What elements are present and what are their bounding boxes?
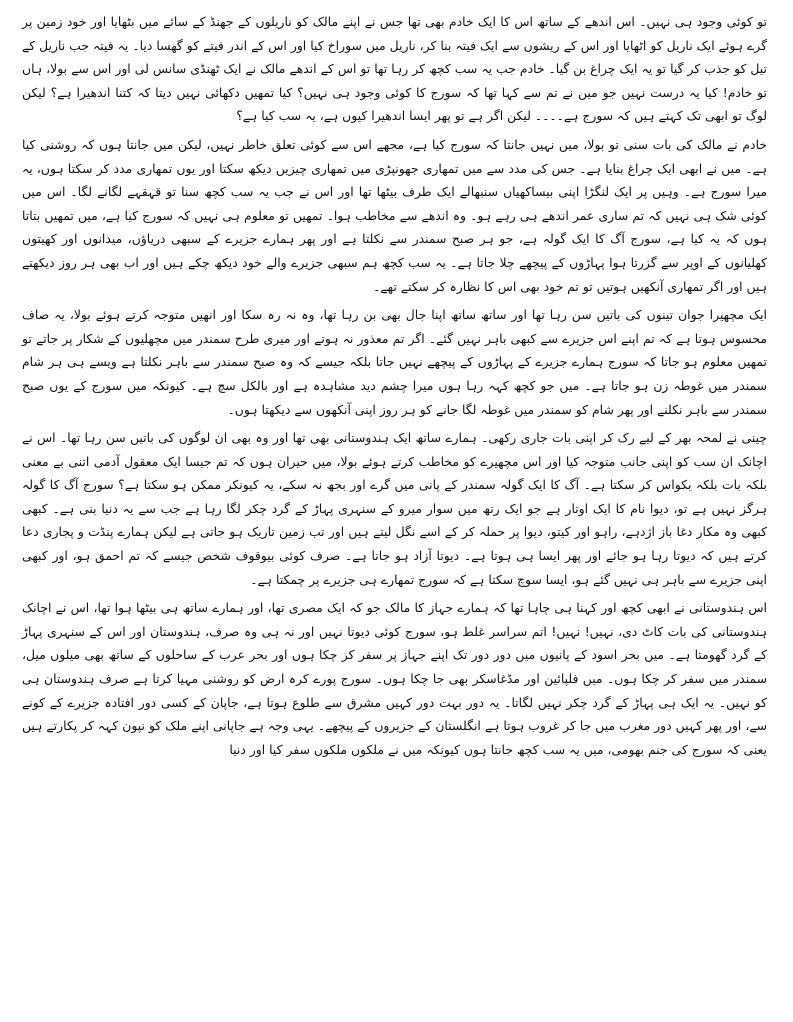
- paragraph-1: تو کوئی وجود ہی نہیں۔ اس اندھے کے ساتھ اس کا ایک خادم بھی تھا جس نے اپنے مالک کو ناریلوں کے جھنڈ کے سائے میں بٹھایا اور خود زمین پر گرے ہوئے ایک ناریل کو اٹھایا اور اس کے ریشوں سے ایک فیتہ بنا کر، ناریل میں سوراخ کیا اور اس کے اندر فیتے کو گھسا دیا۔ یہ فیتہ جب ناریل کے تیل کو جذب کر گیا تو یہ ایک چراغ بن گیا۔ خادم جب یہ سب کچھ کر رہا تھا تو اس کے اندھے مالک نے ایک ٹھنڈی سانس لی اور اس سے بولا، ہاں تو خادم! کیا یہ درست نہیں جو میں نے تم سے کہا تھا کہ سورج کا کوئی وجود ہی نہیں؟ کیا تمھیں دکھائی نہیں دیتا کہ کتنا اندھیرا ہے؟ لیکن لوگ تو ابھی تک کہتے ہیں کہ سورج ہے۔۔۔۔ لیکن اگر ہے تو پھر ایسا اندھیرا کیوں ہے، یہ سب کیا ہے؟: [22, 14, 767, 124]
- paragraph-4: چینی نے لمحہ بھر کے لیے رک کر اپنی بات جاری رکھی۔ ہمارے ساتھ ایک ہندوستانی بھی تھا اور وہ بھی ان لوگوں کی باتیں سن رہا تھا۔ اس نے اچانک ان سب کو اپنی جانب متوجہ کیا اور اس مچھیرے کو مخاطب کرتے ہوئے بولا، میں حیران ہوں کہ تم جیسا ایک معقول آدمی اتنی بے معنی بلکہ بات بلکہ بکواس کر سکتا ہے۔ آگ کا ایک گولہ سمندر کے پانی میں گرے اور بجھ نہ سکے، یہ کیونکر ممکن ہو سکتا ہے؟ سورج آگ کا گولہ ہرگز نہیں ہے تو، دیوا نام کا ایک اوتار ہے جو ایک رتھ میں سوار میرو کے سنہری پہاڑ کے گرد چکر لگا رہا ہے جب سے یہ دنیا بنی ہے۔ کبھی کبھی وہ مکار دغا باز اژدہے، راہو اور کیتو، دیوا پر حملہ کر کے اسے نگل لیتے ہیں اور تب زمین تاریک ہو جاتی ہے لیکن ہمارے پنڈت و پجاری دعا کرتے ہیں کہ دیوتا رہا ہو جائے اور پھر ایسا ہی ہوتا ہے۔ دیوتا آزاد ہو جاتا ہے۔ صرف کوئی بیوقوف شخص جیسے کہ تم احمق ہو، اور کبھی اپنی جزیرے سے باہر ہی نہیں گئے ہو، ایسا سوچ سکتا ہے کہ سورج تمھارے ہی جزیرے پر چمکتا ہے۔: [22, 430, 767, 587]
- paragraph-2: خادم نے مالک کی بات سنی تو بولا، میں نہیں جانتا کہ سورج کیا ہے، مجھے اس سے کوئی تعلق خاطر نہیں، لیکن میں جانتا ہوں کہ روشنی کیا ہے۔ میں نے ابھی ایک چراغ بنایا ہے۔ جس کی مدد سے میں تمھاری جھونپڑی میں تمھاری چیزیں دیکھ سکتا اور یوں تمھاری مدد کر سکتا ہوں، یہ میرا سورج ہے۔ وہیں پر ایک لنگڑا اپنی بیساکھیاں سنبھالے ایک طرف بیٹھا تھا اور اس نے جب یہ سب کچھ سنا تو قہقہے لگانے لگا۔ اس میں کوئی شک ہی نہیں کہ تم ساری عمر اندھے ہی رہے ہو۔ وہ اندھے سے مخاطب ہوا۔ تمھیں تو معلوم ہی نہیں کہ سورج کیا ہے، میں تمھیں بتاتا ہوں کہ یہ کیا ہے، سورج آگ کا ایک گولہ ہے، جو ہر صبح سمندر سے نکلتا ہے اور پھر ہمارے جزیرے کے سبھی دریاؤں، میدانوں اور کھیتوں کھلیانوں کے اوپر سے گزرتا ہوا پہاڑوں کے پیچھے چلا جاتا ہے۔ یہ سب کچھ ہم سبھی جزیرے والے خود دیکھ چکے ہیں اور اب بھی ہر روز دیکھتے ہیں اور اگر تمھاری آنکھیں ہوتیں تو تم خود بھی اس کا نظارہ کر سکتے تھے۔: [22, 136, 767, 294]
- paragraph-3: ایک مچھیرا جوان تینوں کی باتیں سن رہا تھا اور ساتھ ساتھ اپنا جال بھی بن رہا تھا، وہ نہ رہ سکا اور انھیں متوجہ کرتے ہوئے بولا، یہ صاف محسوس ہوتا ہے کہ تم اپنے اس جزیرے سے کبھی باہر نہیں گئے۔ اگر تم معذور نہ ہوتے اور میری طرح سمندر میں مچھلیوں کے شکار پر جاتے تو تمھیں معلوم ہو جاتا کہ سورج ہمارے جزیرے کے پہاڑوں کے پیچھے نہیں جاتا بلکہ جیسے کہ وہ صبح سمندر سے باہر نکلتا ہے ویسے ہی ہر شام سمندر میں غوطہ زن ہو جاتا ہے۔ میں جو کچھ کہہ رہا ہوں میرا چشم دید مشاہدہ ہے اور بالکل سچ ہے۔ کیونکہ میں سورج کے یوں صبح سمندر سے باہر نکلنے اور پھر شام کو سمندر میں غوطہ لگا جانے کو ہر روز اپنی آنکھوں سے دیکھتا ہوں۔: [22, 307, 767, 417]
- paragraph-5: اس ہندوستانی نے ابھی کچھ اور کہنا ہی چاہا تھا کہ ہمارے جہاز کا مالک جو کہ ایک مصری تھا، اور ہمارے ساتھ ہی بیٹھا ہوا تھا، اس نے اچانک ہندوستانی کی بات کاٹ دی، نہیں! نہیں! اتم سراسر غلط ہو، سورج کوئی دیوتا نہیں اور نہ ہی وہ صرف، ہندوستان اور اس کے سنہری پہاڑ کے گرد گھومتا ہے۔ میں بحر اسود کے پانیوں میں دور دور تک اپنے جہاز پر سفر کر چکا ہوں اور بحر عرب کے ساحلوں کے ساتھ بھی میلوں میل، سمندر میں سفر کر چکا ہوں۔ میں فلپائین اور مڈغاسکر بھی جا چکا ہوں۔ سورج پورے کرہ ارض کو روشنی مہیا کرتا ہے صرف ہندوستان ہی کو نہیں۔ یہ ایک ہی پہاڑ کے گرد چکر نہیں لگاتا۔ یہ دور بہت دور کہیں مشرق سے طلوع ہوتا ہے، جاپان کے کسی دور افتادہ جزیرے کے کونے سے، اور پھر کہیں دور مغرب میں جا کر غروب ہوتا ہے انگلستان کے جزیروں کے پیچھے۔ یہی وجہ ہے جاپانی اپنے ملک کو نپون کہہ کر پکارتے ہیں یعنی کہ سورج کی جنم بھومی، میں یہ سب کچھ جانتا ہوں کیونکہ میں نے ملکوں ملکوں سفر کیا اور دنیا: [22, 600, 767, 757]
